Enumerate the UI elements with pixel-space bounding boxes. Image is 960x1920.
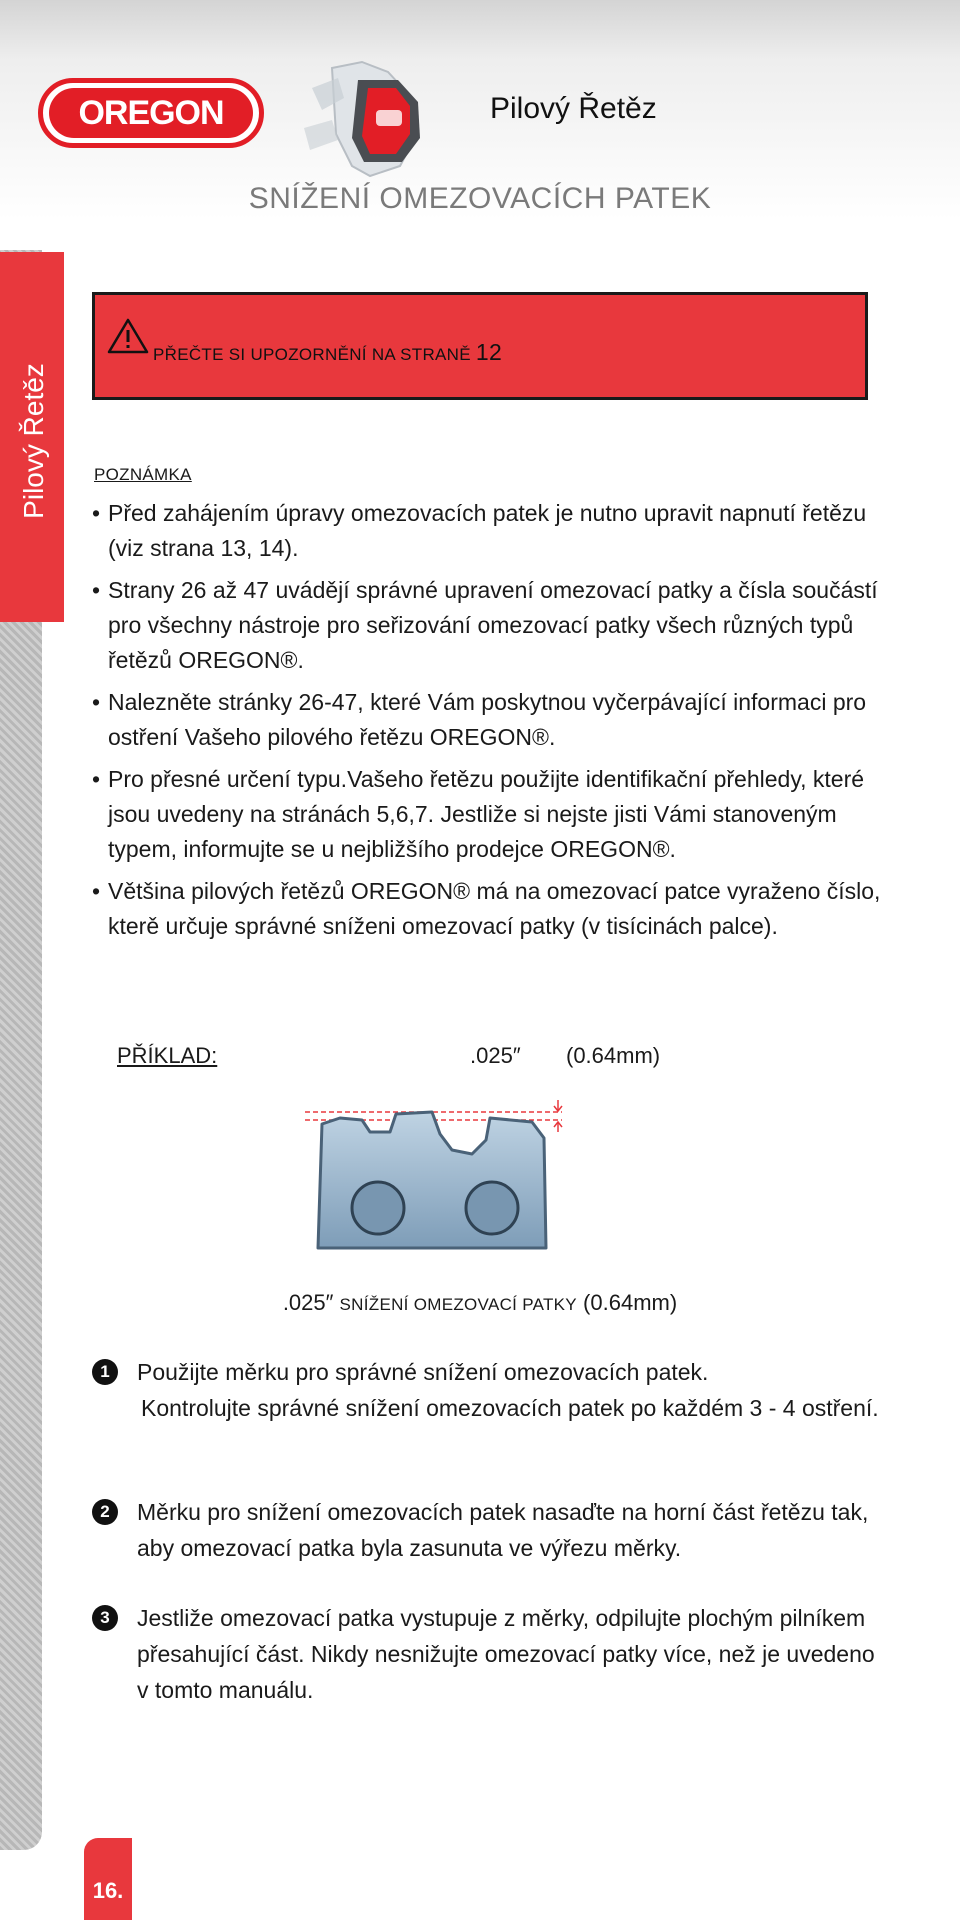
warning-message: PŘEČTE SI UPOZORNĚNÍ NA STRANĚ <box>153 345 471 364</box>
caption-label: SNÍŽENÍ OMEZOVACÍ PATKY <box>339 1295 577 1314</box>
oregon-logo <box>38 78 264 148</box>
note-label: POZNÁMKA <box>94 465 192 484</box>
depth-gauge-diagram <box>300 1098 575 1258</box>
caption-value: .025″ <box>282 1290 334 1315</box>
step-1 <box>92 1354 892 1426</box>
step-number-badge: 3 <box>92 1605 118 1631</box>
step-text: Měrku pro snížení omezovacích patek nasaďte na horní část řetězu tak, aby omezovací patka byla zasunuta ve výřezu měrky. <box>137 1499 869 1561</box>
oregon-logo-text: OREGON <box>49 88 253 138</box>
page-number-tab <box>84 1838 132 1920</box>
warning-triangle-icon <box>107 317 149 355</box>
chain-saw-bar-image <box>292 58 442 178</box>
note-bullet: • Pro přesné určení typu.Vašeho řetězu použijte identifikační přehledy, které jsou uvedeny na stránách 5,6,7. Jestliže si nejste jisti Vámi stanoveným typem, informujte se u nejbližšího prodejce OREGON®. <box>92 762 882 867</box>
header-title: Pilový Řetěz <box>490 92 657 125</box>
step-number-badge: 1 <box>92 1359 118 1385</box>
step-number-badge: 2 <box>92 1499 118 1525</box>
warning-text <box>153 339 502 366</box>
step-3 <box>92 1600 892 1708</box>
example-label: PŘÍKLAD: <box>117 1043 218 1068</box>
warning-box <box>92 292 868 400</box>
caption-mm: (0.64mm) <box>583 1290 678 1315</box>
side-tab-label: Pilový Řetěz <box>18 363 49 519</box>
page-number: 16. <box>92 1878 124 1903</box>
warning-page-number: 12 <box>475 339 503 365</box>
example-value: .025″ <box>470 1043 521 1068</box>
step-text-continued: Kontrolujte správné snížení omezovacích patek po každém 3 - 4 ostření. <box>141 1395 879 1421</box>
note-bullet-list <box>92 496 882 951</box>
step-2 <box>92 1494 892 1566</box>
note-bullet: • Nalezněte stránky 26-47, které Vám poskytnou vyčerpávající informaci pro ostření Vašeho pilového řetězu OREGON®. <box>92 685 882 755</box>
example-mm: (0.64mm) <box>566 1043 661 1068</box>
note-bullet: • Strany 26 až 47 uvádějí správné upravení omezovací patky a čísla součástí pro všechny nástroje pro seřizování omezovací patky všech různých typů řetězů OREGON®. <box>92 573 882 678</box>
page-heading: SNÍŽENÍ OMEZOVACÍCH PATEK <box>248 182 712 215</box>
step-text: Použijte měrku pro správné snížení omezovacích patek. <box>137 1359 709 1385</box>
step-text: Jestliže omezovací patka vystupuje z měrky, odpilujte plochým pilníkem přesahující část. Nikdy nesnižujte omezovací patky více, než je uvedeno v tomto manuálu. <box>137 1605 875 1703</box>
diagram-caption <box>0 1290 960 1316</box>
note-bullet: • Před zahájením úpravy omezovacích patek je nutno upravit napnutí řetězu (viz strana 13, 14). <box>92 496 882 566</box>
note-bullet: • Většina pilových řetězů OREGON® má na omezovací patce vyraženo číslo, kterě určuje správné sníženi omezovací patky (v tisícinách palce). <box>92 874 882 944</box>
